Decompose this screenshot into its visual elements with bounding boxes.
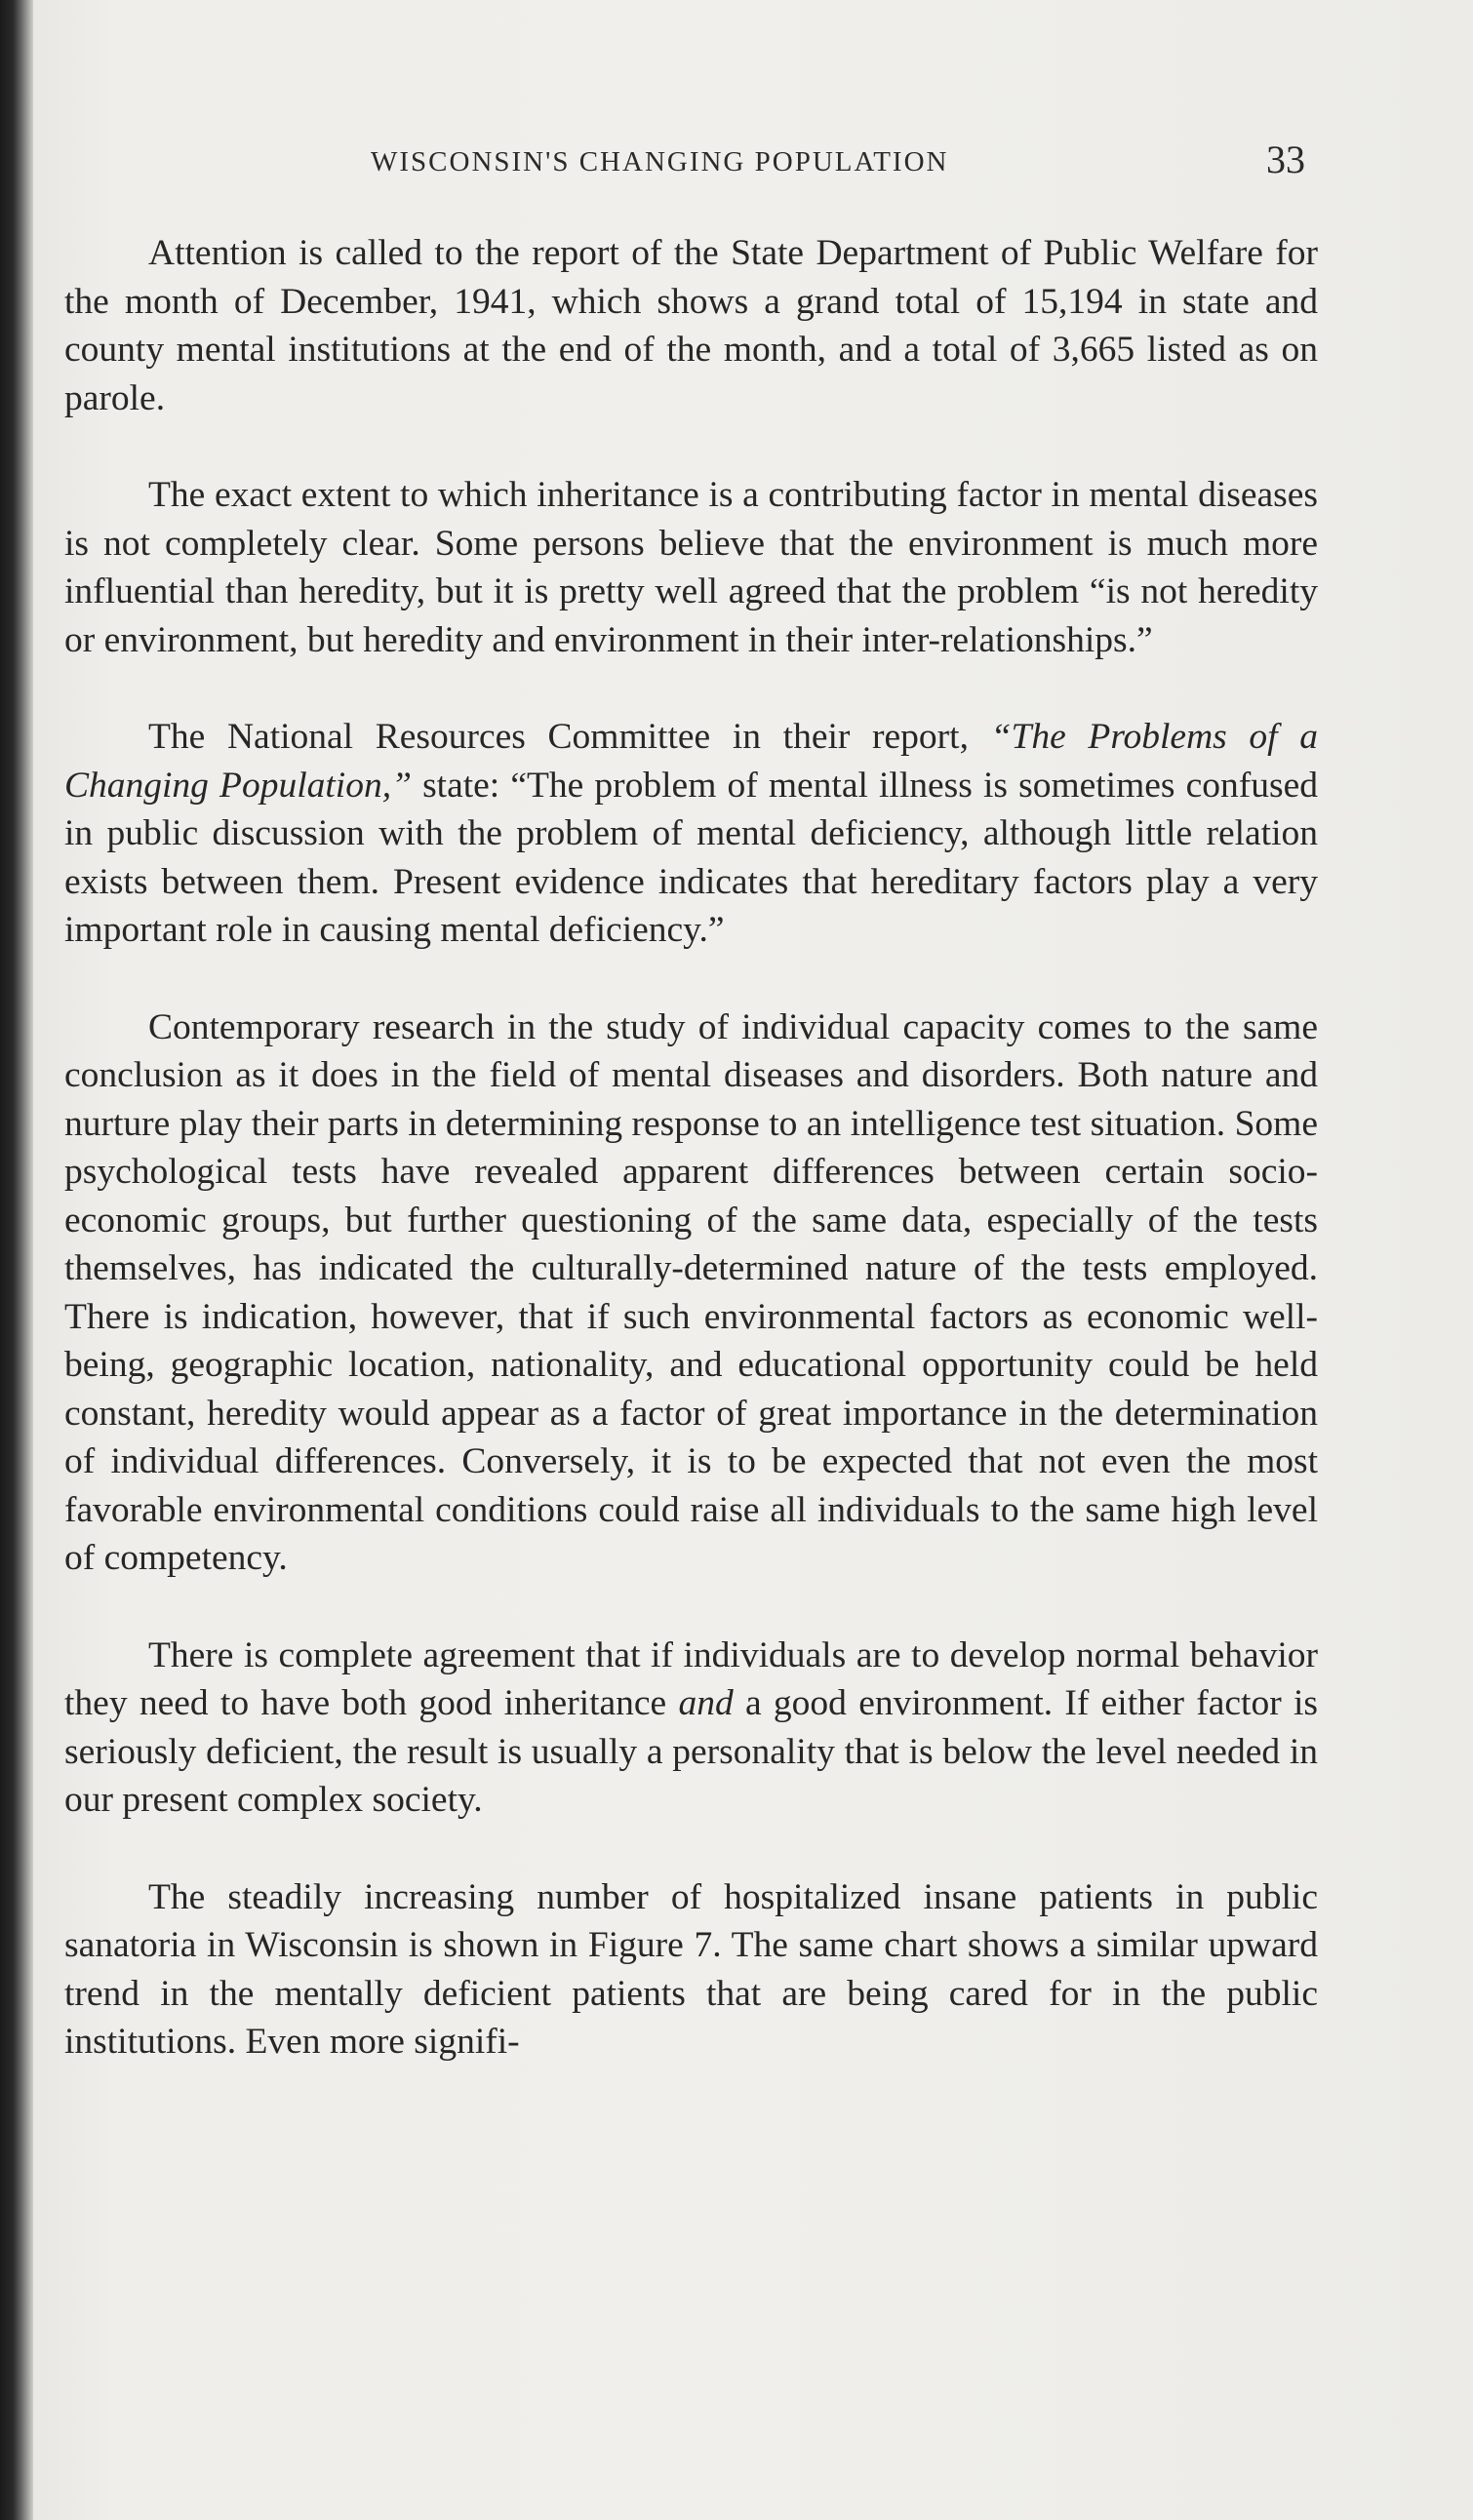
paragraph-5 xyxy=(64,1632,1318,1825)
report-title: “The Problems of a Changing Population,” xyxy=(64,717,1318,806)
paragraph-4: Contemporary research in the study of individual capacity comes to the same conclusion as it does in the field of mental diseases and disorders. Both nature and nurture play their parts in determining response to an intelligence test situation. Some psychological tests have revealed apparent differences between certain socio-economic groups, but further questioning of the same data, especially of the tests themselves, has indicated the culturally-determined nature of the tests employed. There is indication, however, that if such environmental factors as economic well-being, geographic location, nationality, and educational opportunity could be held constant, heredity would appear as a factor of great importance in the determination of individual differences. Conversely, it is to be expected that not even the most favorable environmental conditions could raise all individuals to the same high level of competency. xyxy=(64,1006,1318,1578)
paragraph-3-intro: The National Resources Committee in their report, xyxy=(148,717,991,757)
running-head-title: WISCONSIN'S CHANGING POPULATION xyxy=(371,146,949,177)
book-spine-shadow xyxy=(0,0,33,2520)
paragraph-3-quote: state: “The problem of mental illness is sometimes confused in public discussion with the problem of mental deficiency, although little relation exists between them. Present evidence indicates that hereditary factors play a very important role in causing mental deficiency.” xyxy=(64,765,1318,950)
emphasis-and: and xyxy=(678,1683,734,1723)
paragraph-2: The exact extent to which inheritance is a contributing factor in mental diseases is not completely clear. Some persons believe that the environment is much more influential than heredity, but it is pretty well agreed that the problem “is not heredity or environment, but heredity and environment in their inter-relationships.” xyxy=(64,475,1318,660)
paragraph-6: The steadily increasing number of hospitalized insane patients in public sanatoria in Wisconsin is shown in Figure 7. The same chart shows a similar upward trend in the mentally deficient patients that are being cared for in the public institutions. Even more signifi- xyxy=(64,1876,1318,2062)
paragraph-1: Attention is called to the report of the State Department of Public Welfare for the month of December, 1941, which shows a grand total of 15,194 in state and county mental institutions at the end of the month, and a total of 3,665 listed as on parole. xyxy=(64,233,1318,418)
page-number: 33 xyxy=(1266,138,1305,181)
body-text xyxy=(64,229,1318,2067)
paragraph-3 xyxy=(64,713,1318,955)
paragraph-5-start: There is complete agreement that if individuals are to develop normal behavior they need to have both good inheritance xyxy=(64,1634,1318,1723)
paragraph-5-end: a good environment. If either factor is seriously deficient, the result is usually a personality that is below the level needed in our present complex society. xyxy=(64,1683,1318,1820)
